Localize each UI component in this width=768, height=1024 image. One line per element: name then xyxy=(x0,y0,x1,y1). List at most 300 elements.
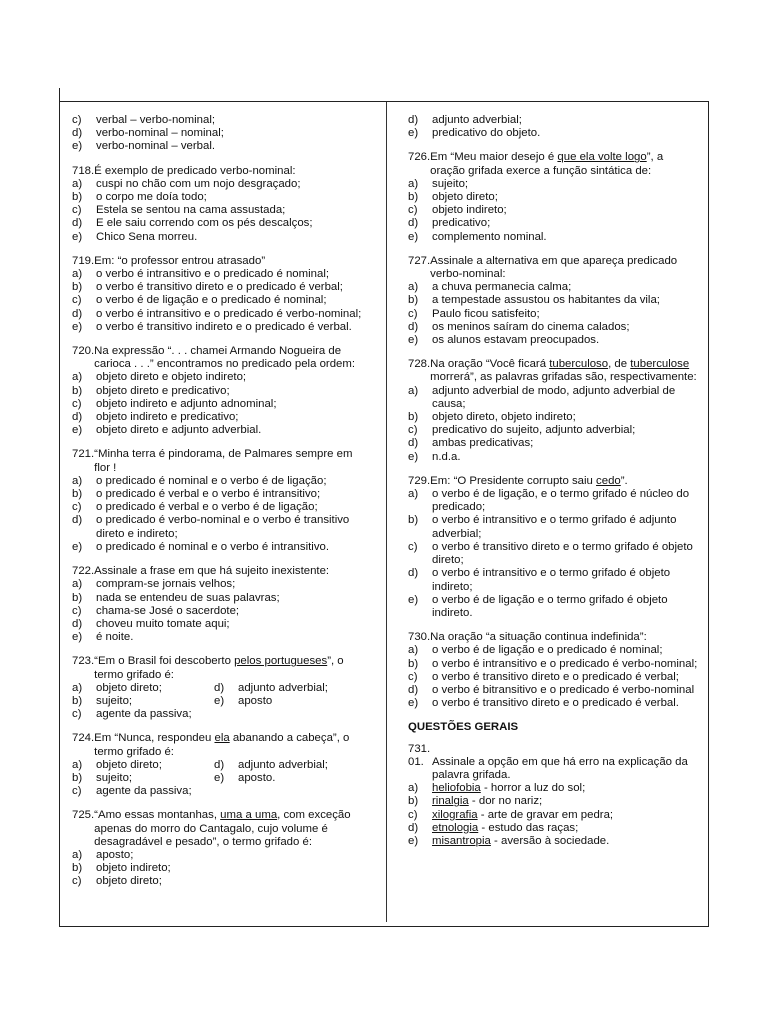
option-letter: a) xyxy=(408,384,419,397)
option-a xyxy=(72,268,368,281)
option-text: a chuva permanecia calma; xyxy=(432,281,572,294)
option-e xyxy=(72,541,368,554)
stem-text-part: Em “Meu maior desejo é xyxy=(430,151,558,164)
option-a xyxy=(408,644,700,657)
stem-text-part: Em: “O Presidente corrupto saiu xyxy=(430,474,597,487)
option-letter: a) xyxy=(408,281,419,294)
option-d xyxy=(408,217,700,230)
option-text: objeto direto e predicativo; xyxy=(96,384,230,397)
option-text: nada se entendeu de suas palavras; xyxy=(96,591,280,604)
option-c xyxy=(72,501,368,514)
option-d xyxy=(408,684,700,697)
option-text: predicativo; xyxy=(432,217,491,230)
option-c xyxy=(408,308,700,321)
option-letter: e) xyxy=(408,230,419,243)
option-a xyxy=(72,475,368,488)
option-b xyxy=(72,191,368,204)
question-stem xyxy=(408,358,700,384)
option-text: objeto direto; xyxy=(96,758,162,771)
question-number: 720. xyxy=(72,345,95,358)
option-text: é noite. xyxy=(96,631,134,644)
question-number: 719. xyxy=(72,254,95,267)
option-letter: a) xyxy=(408,782,419,795)
option-letter: b) xyxy=(408,191,419,204)
option-text: cuspi no chão com um nojo desgraçado; xyxy=(96,177,301,190)
underlined-term: uma a uma xyxy=(220,809,278,822)
stem-text: Na expressão “. . . chamei Armando Nogueira de carioca . . .” encontramos no predicado pela ordem: xyxy=(94,345,356,371)
option-a xyxy=(408,178,700,191)
option-c xyxy=(408,424,700,437)
option-c xyxy=(408,204,700,217)
option-text: sujeito; xyxy=(96,771,133,784)
question-726 xyxy=(408,151,700,243)
option-a xyxy=(408,281,700,294)
two-column-options xyxy=(72,759,368,799)
option-d xyxy=(72,618,368,631)
option-letter: c) xyxy=(408,808,418,821)
option-text: n.d.a. xyxy=(432,450,461,463)
option-letter: a) xyxy=(72,681,83,694)
question-stem xyxy=(72,655,368,681)
option-a xyxy=(72,178,368,191)
option-letter: b) xyxy=(72,862,83,875)
question-stem xyxy=(72,565,368,578)
stem-text-part: Em “Nunca, respondeu xyxy=(94,732,215,745)
option-letter: c) xyxy=(72,708,82,721)
option-letter: e) xyxy=(72,140,83,153)
question-731 xyxy=(408,743,700,849)
option-d xyxy=(72,514,368,540)
option-text: chama-se José o sacerdote; xyxy=(96,604,240,617)
option-e xyxy=(72,424,368,437)
option-e xyxy=(72,321,368,334)
option-text: aposto xyxy=(238,694,273,707)
question-719 xyxy=(72,255,368,334)
question-720 xyxy=(72,345,368,437)
option-text: o verbo é de ligação e o predicado é nominal; xyxy=(432,644,663,657)
option-definition: - aversão à sociedade. xyxy=(490,834,610,847)
question-stem xyxy=(72,448,368,474)
option-text: o verbo é intransitivo e o predicado é verbo-nominal; xyxy=(432,657,698,670)
option-letter: b) xyxy=(72,191,83,204)
left-column xyxy=(72,114,368,900)
underlined-term: tuberculoso xyxy=(549,358,609,371)
option-text: o verbo é transitivo direto e o predicado é verbal. xyxy=(432,697,679,710)
option-letter: c) xyxy=(72,785,82,798)
option-text: o verbo é bitransitivo e o predicado é verbo-nominal xyxy=(432,683,695,696)
option-a xyxy=(72,371,368,384)
option-text: o predicado é verbal e o verbo é intransitivo; xyxy=(96,488,321,501)
underlined-term: etnologia xyxy=(432,821,479,834)
option-e xyxy=(408,127,700,140)
option-letter: e) xyxy=(214,694,225,707)
option-text: sujeito; xyxy=(96,694,133,707)
option-letter: e) xyxy=(408,127,419,140)
underlined-term: heliofobia xyxy=(432,782,481,795)
option-letter: a) xyxy=(72,758,83,771)
option-c xyxy=(72,875,368,888)
continued-options xyxy=(72,114,368,154)
option-e xyxy=(72,631,368,644)
option-text: objeto indireto; xyxy=(96,862,171,875)
continued-options xyxy=(408,114,700,140)
right-column xyxy=(408,114,700,859)
question-stem xyxy=(72,732,368,758)
option-b xyxy=(72,862,368,875)
option-text: aposto; xyxy=(96,848,134,861)
option-text: o verbo é intransitivo e o termo grifado é adjunto adverbial; xyxy=(432,514,677,540)
option-d xyxy=(408,114,700,127)
option-text: o predicado é nominal e o verbo é intransitivo. xyxy=(96,540,330,553)
option-d xyxy=(72,308,368,321)
question-number: 721. xyxy=(72,448,95,461)
underlined-term: tuberculose xyxy=(630,358,690,371)
option-b xyxy=(408,795,700,808)
question-number: 725. xyxy=(72,809,95,822)
option-e xyxy=(408,697,700,710)
option-d xyxy=(72,127,368,140)
option-text: compram-se jornais velhos; xyxy=(96,578,236,591)
stem-text-part: , de xyxy=(608,358,631,371)
stem-text xyxy=(94,809,368,849)
option-a xyxy=(408,782,700,795)
option-letter: c) xyxy=(408,307,418,320)
option-e xyxy=(72,231,368,244)
question-718 xyxy=(72,165,368,244)
stem-text-part: Na oração “Você ficará xyxy=(430,358,550,371)
question-722 xyxy=(72,565,368,644)
option-b xyxy=(72,488,368,501)
option-text: verbo-nominal – nominal; xyxy=(96,127,224,140)
option-letter: b) xyxy=(72,591,83,604)
question-stem xyxy=(72,809,368,849)
stem-text: “Minha terra é pindorama, de Palmares sempre em flor ! xyxy=(94,448,353,474)
option-letter: a) xyxy=(72,474,83,487)
option-letter: b) xyxy=(408,514,419,527)
stem-text: Assinale a alternativa em que apareça predicado verbo-nominal: xyxy=(430,254,678,281)
option-letter: c) xyxy=(72,114,82,126)
option-letter: b) xyxy=(408,411,419,424)
option-text xyxy=(432,782,700,795)
option-b xyxy=(408,411,700,424)
option-letter: d) xyxy=(408,567,419,580)
option-letter: d) xyxy=(72,514,83,527)
underlined-term: ela xyxy=(214,732,230,745)
option-d xyxy=(72,217,368,230)
option-text: a tempestade assustou os habitantes da vila; xyxy=(432,294,660,307)
option-letter: a) xyxy=(72,268,83,281)
option-letter: c) xyxy=(72,294,82,307)
stem-text xyxy=(430,358,700,384)
question-730 xyxy=(408,631,700,710)
option-letter: c) xyxy=(72,604,82,617)
option-text: objeto direto; xyxy=(96,681,162,694)
stem-text-part: , com exceção apenas do morro do Cantagalo, cujo volume é desagradável e pesado”, o termo grifado é: xyxy=(94,809,351,848)
option-text: verbal – verbo-nominal; xyxy=(96,114,216,126)
stem-text: Na oração “a situação continua indefinida”: xyxy=(430,631,647,644)
option-text: adjunto adverbial; xyxy=(238,681,328,694)
option-b xyxy=(408,294,700,307)
question-number: 729. xyxy=(408,474,431,487)
option-letter: d) xyxy=(408,114,419,126)
option-letter: c) xyxy=(408,670,418,683)
stem-text: É exemplo de predicado verbo-nominal: xyxy=(94,164,296,177)
option-text: objeto indireto; xyxy=(432,204,507,217)
stem-text-part: morrerá”, as palavras grifadas são, respectivamente: xyxy=(430,371,697,384)
stem-text-part: “Amo essas montanhas, xyxy=(94,809,221,822)
option-letter: d) xyxy=(214,681,225,694)
question-725 xyxy=(72,809,368,888)
option-letter: e) xyxy=(72,540,83,553)
option-b xyxy=(408,191,700,204)
question-number: 726. xyxy=(408,151,431,164)
option-c xyxy=(408,671,700,684)
option-b xyxy=(408,514,700,540)
option-text: o predicado é verbo-nominal e o verbo é transitivo direto e indireto; xyxy=(96,514,350,540)
stem-text-part: ”, a oração grifada exerce a função sintática de: xyxy=(430,151,664,177)
option-letter: b) xyxy=(408,657,419,670)
option-letter: e) xyxy=(72,424,83,437)
option-letter: c) xyxy=(72,875,82,888)
option-text: o verbo é de ligação e o termo grifado é objeto indireto. xyxy=(432,593,668,619)
option-text: o verbo é transitivo direto e o predicado é verbal; xyxy=(432,670,679,683)
underlined-term: rinalgia xyxy=(432,795,469,808)
option-text: o verbo é de ligação, e o termo grifado é núcleo do predicado; xyxy=(432,488,690,514)
option-text: o verbo é de ligação e o predicado é nominal; xyxy=(96,294,327,307)
option-text: verbo-nominal – verbal. xyxy=(96,140,216,153)
option-b xyxy=(408,658,700,671)
option-letter: e) xyxy=(72,631,83,644)
underlined-term: cedo xyxy=(596,474,621,487)
option-text: o verbo é intransitivo e o termo grifado é objeto indireto; xyxy=(432,567,671,593)
sub-question-number: 01. xyxy=(408,755,424,768)
stem-text: Assinale a frase em que há sujeito inexistente: xyxy=(94,565,330,578)
question-number: 727. xyxy=(408,254,431,267)
option-letter: a) xyxy=(72,177,83,190)
option-text: o corpo me doía todo; xyxy=(96,191,207,204)
stem-text-part: ”, o termo grifado é: xyxy=(94,655,344,681)
option-text: predicativo do sujeito, adjunto adverbial; xyxy=(432,424,636,437)
option-letter: d) xyxy=(408,217,419,230)
option-definition: - horror a luz do sol; xyxy=(480,782,586,795)
option-letter: d) xyxy=(214,758,225,771)
option-c xyxy=(72,204,368,217)
option-c xyxy=(72,398,368,411)
option-letter: a) xyxy=(408,644,419,657)
option-letter: d) xyxy=(408,821,419,834)
question-stem xyxy=(72,165,368,178)
option-text: sujeito; xyxy=(432,177,469,190)
stem-text xyxy=(430,151,700,177)
option-text: o verbo é transitivo direto e o predicado é verbal; xyxy=(96,281,343,294)
option-definition: - estudo das raças; xyxy=(478,821,579,834)
option-d xyxy=(408,822,700,835)
option-letter: d) xyxy=(72,307,83,320)
option-text: o verbo é transitivo indireto e o predicado é verbal. xyxy=(96,320,352,333)
stem-text xyxy=(94,655,368,681)
top-corner-mark xyxy=(59,88,72,102)
option-c xyxy=(72,114,368,127)
question-stem xyxy=(408,475,700,488)
option-d xyxy=(408,567,700,593)
option-text xyxy=(432,822,700,835)
option-e xyxy=(408,594,700,620)
option-text: agente da passiva; xyxy=(96,708,192,721)
option-text: objeto direto e adjunto adverbial. xyxy=(96,424,262,437)
option-letter: c) xyxy=(408,204,418,217)
option-letter: e) xyxy=(214,771,225,784)
option-text: E ele saiu correndo com os pés descalços; xyxy=(96,217,313,230)
stem-text-part: “Em o Brasil foi descoberto xyxy=(94,655,235,668)
option-text: ambas predicativas; xyxy=(432,437,534,450)
option-letter: e) xyxy=(408,593,419,606)
option-letter: d) xyxy=(408,437,419,450)
underlined-term: que ela volte logo xyxy=(557,151,647,164)
option-letter: b) xyxy=(72,771,83,784)
option-letter: d) xyxy=(408,683,419,696)
option-letter: d) xyxy=(72,217,83,230)
stem-text-part: ”. xyxy=(620,474,628,487)
option-text: objeto direto e objeto indireto; xyxy=(96,371,247,384)
option-e xyxy=(408,835,700,848)
option-text: adjunto adverbial; xyxy=(432,114,522,126)
option-letter: b) xyxy=(408,294,419,307)
option-a xyxy=(408,385,700,411)
question-number: 728. xyxy=(408,358,431,371)
section-title: QUESTÕES GERAIS xyxy=(408,721,519,734)
option-d xyxy=(408,437,700,450)
option-e xyxy=(408,451,700,464)
question-number: 724. xyxy=(72,732,95,745)
option-letter: a) xyxy=(408,177,419,190)
option-letter: c) xyxy=(408,424,418,437)
option-definition: - dor no nariz; xyxy=(468,795,543,808)
stem-text: Em: “o professor entrou atrasado” xyxy=(94,254,266,267)
option-text: objeto indireto e predicativo; xyxy=(96,411,239,424)
underlined-term: xilografia xyxy=(432,808,478,821)
option-text: o predicado é verbal e o verbo é de ligação; xyxy=(96,501,318,514)
option-text: objeto direto; xyxy=(96,875,162,888)
question-stem xyxy=(408,631,700,644)
option-text: objeto direto, objeto indireto; xyxy=(432,411,576,424)
stem-text: Assinale a opção em que há erro na explicação da palavra grifada. xyxy=(432,755,688,781)
option-d xyxy=(408,321,700,334)
option-text: o verbo é intransitivo e o predicado é nominal; xyxy=(96,268,330,281)
option-a xyxy=(72,849,368,862)
question-number: 730. xyxy=(408,631,431,644)
option-letter: b) xyxy=(72,488,83,501)
question-721 xyxy=(72,448,368,554)
option-text: o predicado é nominal e o verbo é de ligação; xyxy=(96,474,327,487)
underlined-term: misantropia xyxy=(432,834,491,847)
question-724 xyxy=(72,732,368,798)
option-text: adjunto adverbial; xyxy=(238,758,328,771)
option-letter: c) xyxy=(72,204,82,217)
stem-text xyxy=(430,475,700,488)
option-text: o verbo é transitivo direto e o termo grifado é objeto direto; xyxy=(432,540,693,567)
option-letter: d) xyxy=(72,411,83,424)
option-b xyxy=(72,592,368,605)
option-text: objeto direto; xyxy=(432,191,498,204)
option-letter: a) xyxy=(408,488,419,501)
option-letter: d) xyxy=(72,127,83,140)
option-text xyxy=(432,809,700,822)
option-text: aposto. xyxy=(238,771,276,784)
option-text: os meninos saíram do cinema calados; xyxy=(432,320,630,333)
option-text: agente da passiva; xyxy=(96,785,192,798)
option-c xyxy=(72,294,368,307)
option-text: objeto indireto e adjunto adnominal; xyxy=(96,397,277,410)
option-text: Chico Sena morreu. xyxy=(96,230,198,243)
option-text: Paulo ficou satisfeito; xyxy=(432,307,540,320)
stem-text xyxy=(94,732,368,758)
option-letter: e) xyxy=(408,334,419,347)
two-column-options xyxy=(72,682,368,722)
option-letter: e) xyxy=(72,230,83,243)
option-letter: b) xyxy=(72,694,83,707)
option-letter: b) xyxy=(408,795,419,808)
option-letter: d) xyxy=(408,320,419,333)
option-letter: b) xyxy=(72,384,83,397)
question-number: 723. xyxy=(72,655,95,668)
option-letter: d) xyxy=(72,617,83,630)
option-letter: e) xyxy=(72,320,83,333)
option-e xyxy=(408,334,700,347)
option-definition: - arte de gravar em pedra; xyxy=(477,808,614,821)
option-e xyxy=(72,140,368,153)
question-stem xyxy=(408,255,700,281)
option-letter: a) xyxy=(72,578,83,591)
option-d xyxy=(72,411,368,424)
question-728 xyxy=(408,358,700,464)
option-letter: a) xyxy=(72,371,83,384)
option-letter: c) xyxy=(72,501,82,514)
option-a xyxy=(72,578,368,591)
option-c xyxy=(72,605,368,618)
column-divider xyxy=(386,102,387,922)
option-letter: b) xyxy=(72,281,83,294)
underlined-term: pelos portugueses xyxy=(234,655,328,668)
question-number: 722. xyxy=(72,565,95,578)
question-stem xyxy=(72,345,368,371)
question-723 xyxy=(72,655,368,721)
question-729 xyxy=(408,475,700,620)
option-text xyxy=(432,835,700,848)
option-text xyxy=(432,795,700,808)
option-text: complemento nominal. xyxy=(432,230,547,243)
option-letter: c) xyxy=(408,540,418,553)
option-b xyxy=(72,281,368,294)
option-letter: e) xyxy=(408,450,419,463)
option-text: predicativo do objeto. xyxy=(432,127,541,140)
option-text: os alunos estavam preocupados. xyxy=(432,334,600,347)
option-text: o verbo é intransitivo e o predicado é verbo-nominal; xyxy=(96,307,362,320)
question-stem xyxy=(72,255,368,268)
option-b xyxy=(72,385,368,398)
option-text: adjunto adverbial de modo, adjunto adverbial de causa; xyxy=(432,384,676,410)
stem-text-part: abanando a cabeça”, o termo grifado é: xyxy=(94,732,350,758)
option-letter: c) xyxy=(72,397,82,410)
question-stem xyxy=(408,756,700,782)
option-text: Estela se sentou na cama assustada; xyxy=(96,204,286,217)
option-c xyxy=(408,541,700,567)
option-e xyxy=(408,231,700,244)
question-number: 731. xyxy=(408,742,431,755)
option-a xyxy=(408,488,700,514)
option-letter: e) xyxy=(408,834,419,847)
option-c xyxy=(408,809,700,822)
question-727 xyxy=(408,255,700,347)
